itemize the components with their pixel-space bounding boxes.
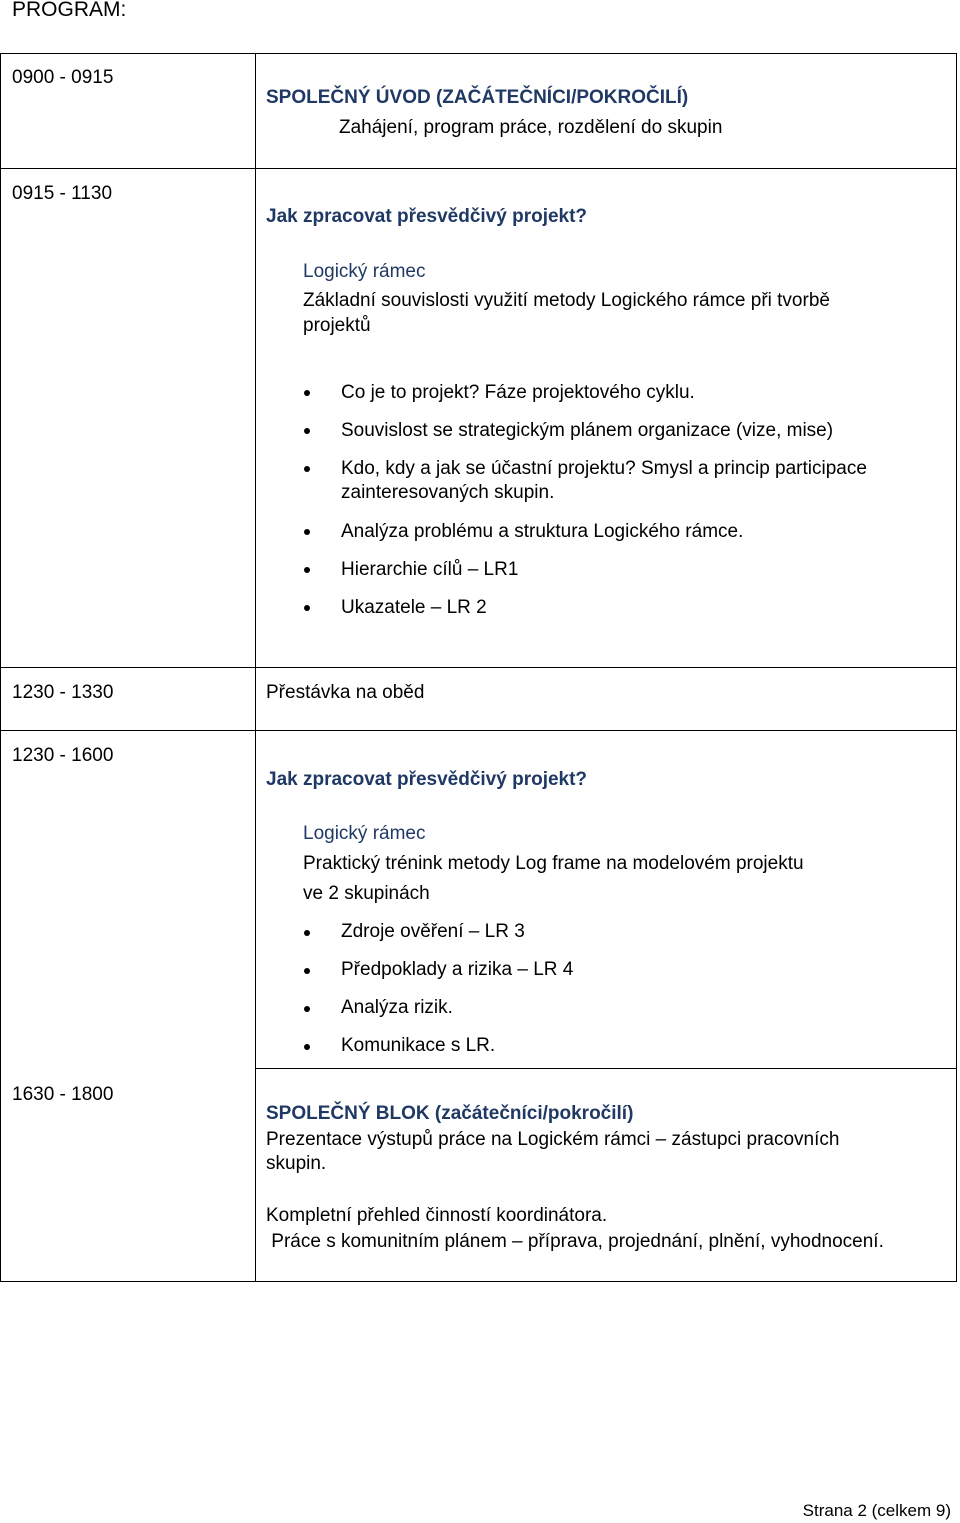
row-divider — [255, 1068, 957, 1069]
table-border-bottom — [0, 1281, 957, 1282]
list-item: Komunikace s LR. — [341, 1035, 496, 1056]
row-divider — [0, 667, 957, 668]
row-divider — [0, 730, 957, 731]
row-title: Přestávka na oběd — [266, 682, 425, 703]
bullet-icon — [304, 1044, 310, 1050]
list-item: Co je to projekt? Fáze projektového cyklu. — [341, 382, 695, 403]
body-line: Práce s komunitním plánem – příprava, projednání, plnění, vyhodnocení. — [266, 1231, 884, 1252]
row-subtitle: Zahájení, program práce, rozdělení do skupin — [339, 117, 723, 138]
row-time: 1630 - 1800 — [12, 1084, 114, 1105]
description-line: ve 2 skupinách — [303, 883, 430, 904]
row-title: SPOLEČNÝ BLOK (začátečníci/pokročilí) — [266, 1103, 634, 1124]
list-item: Hierarchie cílů – LR1 — [341, 559, 519, 580]
bullet-icon — [304, 930, 310, 936]
page-number: Strana 2 (celkem 9) — [802, 1501, 951, 1520]
description-line: Praktický trénink metody Log frame na modelovém projektu — [303, 853, 804, 874]
list-item: Zdroje ověření – LR 3 — [341, 921, 525, 942]
row-time: 0900 - 0915 — [12, 67, 114, 88]
bullet-icon — [304, 529, 310, 535]
section-title: Logický rámec — [303, 823, 426, 844]
body-line: Kompletní přehled činností koordinátora. — [266, 1205, 608, 1226]
row-title: Jak zpracovat přesvědčivý projekt? — [266, 769, 588, 790]
list-item-continuation: zainteresovaných skupin. — [341, 482, 555, 503]
body-line: Prezentace výstupů práce na Logickém rámci – zástupci pracovních — [266, 1129, 840, 1150]
row-time: 1230 - 1330 — [12, 682, 114, 703]
list-item: Analýza problému a struktura Logického rámce. — [341, 521, 744, 542]
row-title: Jak zpracovat přesvědčivý projekt? — [266, 206, 588, 227]
body-line: skupin. — [266, 1153, 327, 1174]
table-border-top — [0, 53, 957, 54]
bullet-icon — [304, 968, 310, 974]
list-item: Souvislost se strategickým plánem organizace (vize, mise) — [341, 420, 834, 441]
bullet-icon — [304, 466, 310, 472]
description-line: Základní souvislosti využití metody Logického rámce při tvorbě — [303, 290, 830, 311]
row-time: 1230 - 1600 — [12, 745, 114, 766]
bullet-icon — [304, 567, 310, 573]
page-heading: PROGRAM: — [12, 0, 127, 21]
description-line: projektů — [303, 315, 371, 336]
list-item: Ukazatele – LR 2 — [341, 597, 487, 618]
list-item: Kdo, kdy a jak se účastní projektu? Smysl a princip participace — [341, 458, 867, 479]
bullet-icon — [304, 390, 310, 396]
bullet-icon — [304, 1006, 310, 1012]
row-title: SPOLEČNÝ ÚVOD (ZAČÁTEČNÍCI/POKROČILÍ) — [266, 87, 689, 108]
list-item: Předpoklady a rizika – LR 4 — [341, 959, 574, 980]
list-item: Analýza rizik. — [341, 997, 453, 1018]
bullet-icon — [304, 605, 310, 611]
row-time: 0915 - 1130 — [12, 183, 113, 204]
row-divider — [0, 168, 957, 169]
section-title: Logický rámec — [303, 261, 426, 282]
bullet-icon — [304, 428, 310, 434]
